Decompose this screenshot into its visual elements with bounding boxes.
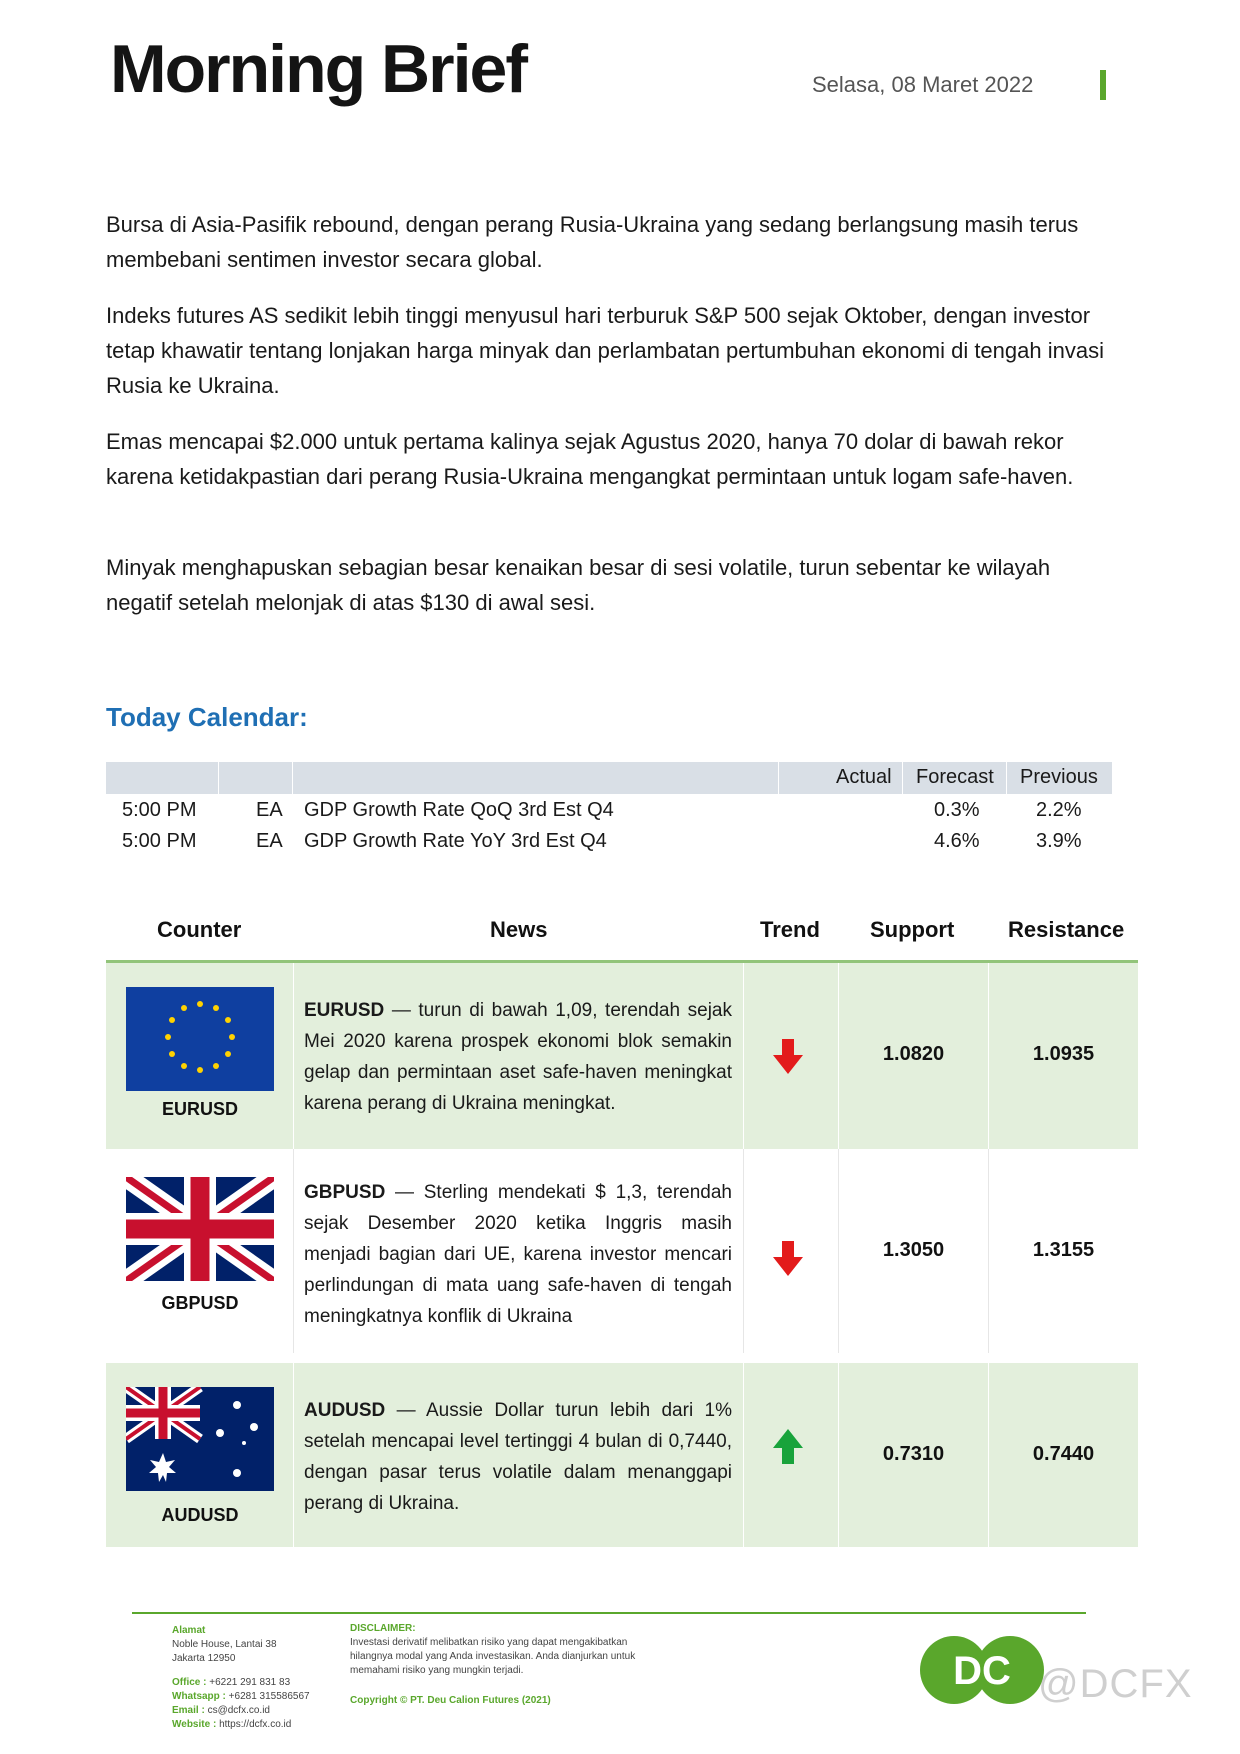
calendar-time: 5:00 PM <box>122 830 197 852</box>
brand-title: Morning Brief <box>110 31 526 107</box>
col-trend: Trend <box>760 917 820 942</box>
calendar-region: EA <box>256 830 283 852</box>
calendar-previous: 3.9% <box>1036 830 1082 852</box>
whatsapp-label: Whatsapp : <box>172 1691 226 1702</box>
calendar-event: GDP Growth Rate YoY 3rd Est Q4 <box>304 830 607 852</box>
col-counter: Counter <box>157 917 242 942</box>
calendar-event: GDP Growth Rate QoQ 3rd Est Q4 <box>304 799 614 821</box>
au-flag-icon <box>126 1387 274 1491</box>
pair-label: EURUSD <box>161 1099 238 1119</box>
resistance-value: 1.3155 <box>1032 1239 1095 1261</box>
paragraph-4: Minyak menghapuskan sebagian besar kenaikan besar di sesi volatile, turun sebentar ke wilayah negatif setelah melonjak di atas $130 di awal sesi. <box>106 555 1051 615</box>
pair-label: GBPUSD <box>161 1293 239 1313</box>
calendar-region: EA <box>256 799 283 821</box>
resistance-value: 0.7440 <box>1032 1443 1095 1465</box>
disclaimer-line: memahami risiko yang mungkin terjadi. <box>350 1665 524 1676</box>
watermark: @DCFX <box>1038 1662 1193 1706</box>
news-body: — Aussie Dollar turun lebih dari 1% setelah mencapai level tertinggi 4 bulan di 0,7440, dengan pasar terus volatile dalam menanggapi perang di Ukraina. <box>304 1400 732 1514</box>
news-title: AUDUSD <box>304 1400 386 1421</box>
calendar-time: 5:00 PM <box>122 799 197 821</box>
pair-label: AUDUSD <box>161 1505 239 1525</box>
col-resistance: Resistance <box>1008 917 1125 942</box>
footer-disclaimer <box>350 1622 690 1708</box>
report-date: Selasa, 08 Maret 2022 <box>812 72 1034 97</box>
news-body: — Sterling mendekati $ 1,3, terendah sejak Desember 2020 ketika Inggris masih menjadi bagian dari UE, karena investor mencari perlindungan di mata uang safe-haven di tengah meningkatnya konflik di Ukraina <box>304 1182 732 1327</box>
calendar-col-forecast: Forecast <box>916 766 994 788</box>
paragraph-2: Indeks futures AS sedikit lebih tinggi menyusul hari terburuk S&P 500 sejak Oktober, dengan investor tetap khawatir tentang lonjakan harga minyak dan perlambatan pertumbuhan ekonomi di tengah invasi Rusia ke Ukraina. <box>106 303 1104 398</box>
trend-down-arrow-icon <box>772 1039 804 1075</box>
logo-text: DC <box>953 1649 1011 1693</box>
address-line: Noble House, Lantai 38 <box>172 1639 277 1650</box>
email-label: Email : <box>172 1705 205 1716</box>
table-row <box>106 1363 1138 1547</box>
footer-divider <box>132 1612 1086 1614</box>
address-label: Alamat <box>172 1625 206 1636</box>
table-row <box>106 1149 1138 1353</box>
disclaimer-label: DISCLAIMER: <box>350 1623 416 1634</box>
calendar-previous: 2.2% <box>1036 799 1082 821</box>
news-title: GBPUSD <box>304 1182 386 1203</box>
news-text <box>304 1395 732 1519</box>
accent-bar <box>1100 70 1106 100</box>
paragraph-1: Bursa di Asia-Pasifik rebound, dengan perang Rusia-Ukraina yang sedang berlangsung masih terus membebani sentimen investor secara global. <box>106 212 1079 272</box>
dcfx-logo <box>918 1634 1048 1706</box>
col-news: News <box>490 917 548 942</box>
calendar-forecast: 0.3% <box>934 799 980 821</box>
calendar-col-actual: Actual <box>836 766 892 788</box>
news-text <box>304 995 732 1119</box>
calendar-forecast: 4.6% <box>934 830 980 852</box>
calendar-col-previous: Previous <box>1020 766 1098 788</box>
whatsapp-number: +6281 315586567 <box>228 1691 310 1702</box>
support-value: 1.3050 <box>882 1239 945 1261</box>
calendar-row <box>106 826 1112 858</box>
trend-up-arrow-icon <box>772 1429 804 1465</box>
website-link[interactable]: https://dcfx.co.id <box>219 1719 292 1730</box>
eu-flag-icon <box>126 987 274 1091</box>
news-title: EURUSD <box>304 1000 385 1021</box>
calendar-row <box>106 795 1112 827</box>
table-row <box>106 963 1138 1149</box>
news-body: — turun di bawah 1,09, terendah sejak Mei 2020 karena prospek ekonomi blok semakin gelap dan permintaan aset safe-haven meningkat karena perang di Ukraina meningkat. <box>304 1000 732 1114</box>
trend-down-arrow-icon <box>772 1241 804 1277</box>
news-text <box>304 1177 732 1332</box>
address-line: Jakarta 12950 <box>172 1653 236 1664</box>
website-label: Website : <box>172 1719 217 1730</box>
office-phone: +6221 291 831 83 <box>209 1677 291 1688</box>
email-address: cs@dcfx.co.id <box>207 1705 270 1716</box>
disclaimer-line: hilangnya modal yang Anda investasikan. Anda dianjurkan untuk <box>350 1651 636 1662</box>
paragraph-3: Emas mencapai $2.000 untuk pertama kalinya sejak Agustus 2020, hanya 70 dolar di bawah rekor karena ketidakpastian dari perang Rusia-Ukraina mengangkat permintaan untuk logam safe-haven. <box>106 429 1074 489</box>
disclaimer-line: Investasi derivatif melibatkan risiko yang dapat mengakibatkan <box>350 1637 628 1648</box>
calendar-title: Today Calendar: <box>106 702 308 732</box>
office-label: Office : <box>172 1677 207 1688</box>
calendar-header <box>106 762 1112 794</box>
uk-flag-icon <box>126 1177 274 1281</box>
support-value: 0.7310 <box>882 1443 945 1465</box>
resistance-value: 1.0935 <box>1032 1043 1095 1065</box>
footer-contact <box>172 1624 332 1732</box>
support-value: 1.0820 <box>882 1043 945 1065</box>
copyright: Copyright © PT. Deu Calion Futures (2021) <box>350 1695 551 1706</box>
col-support: Support <box>870 917 955 942</box>
